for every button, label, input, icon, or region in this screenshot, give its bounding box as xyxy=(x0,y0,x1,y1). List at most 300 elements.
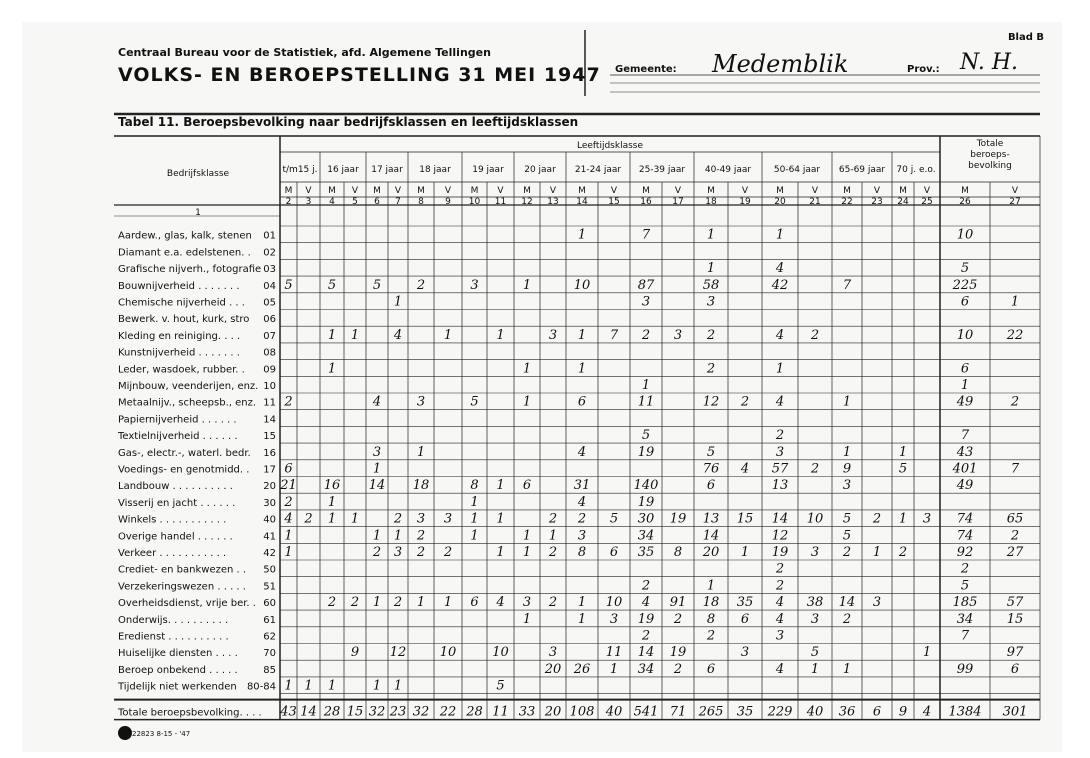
cell-value: 15 xyxy=(736,511,754,527)
cell-value: 9 xyxy=(350,645,360,661)
cell-value: 6 xyxy=(522,478,532,494)
cell-value: 1 xyxy=(372,528,382,544)
total-value: 20 xyxy=(544,704,562,720)
cell-value: 7 xyxy=(641,227,651,243)
column-number: 5 xyxy=(352,197,358,207)
bedrijfsklasse-header: Bedrijfsklasse xyxy=(166,169,230,179)
province-label: Prov.: xyxy=(907,64,940,75)
cell-value: 2 xyxy=(842,611,852,627)
cell-value: 13 xyxy=(771,478,789,494)
cell-value: 2 xyxy=(284,394,293,410)
row-code: 20 xyxy=(263,481,276,493)
column-number: 11 xyxy=(494,197,507,207)
age-group-label: 20 jaar xyxy=(524,165,556,175)
cell-value: 5 xyxy=(470,394,479,410)
gemeente-value: Medemblik xyxy=(712,50,849,78)
total-value: 22 xyxy=(439,704,457,720)
age-group-label: t/m15 j. xyxy=(282,165,318,175)
row-code: 10 xyxy=(263,381,276,392)
cell-value: 34 xyxy=(637,528,655,544)
cell-value: 2 xyxy=(1010,528,1020,544)
cell-value: 4 xyxy=(740,461,750,477)
cell-value: 30 xyxy=(637,511,655,527)
cell-value: 49 xyxy=(956,478,974,494)
row-label: Verzekeringswezen . . . . . xyxy=(118,581,246,593)
cell-value: 1 xyxy=(372,461,382,477)
total-value: 11 xyxy=(492,704,509,720)
column-number: 22 xyxy=(841,197,853,207)
cell-value: 1 xyxy=(350,327,360,343)
row-label: Kleding en reiniging. . . . xyxy=(118,330,241,342)
cell-value: 1 xyxy=(393,294,403,310)
cell-value: 1 xyxy=(522,394,532,410)
total-value: 4 xyxy=(922,704,932,720)
column-number: 6 xyxy=(374,197,380,207)
total-value: 14 xyxy=(300,704,317,720)
column-number: 7 xyxy=(395,197,401,207)
cell-value: 19 xyxy=(771,545,789,560)
row-label: Overige handel . . . . . . xyxy=(118,531,233,543)
row-label: Voedings- en genotmidd. . xyxy=(118,464,250,476)
row-code: 07 xyxy=(263,330,276,342)
cell-value: 10 xyxy=(573,277,591,293)
cell-value: 18 xyxy=(702,595,720,611)
cell-value: 2 xyxy=(372,545,382,560)
mv-label: M xyxy=(707,186,715,196)
cell-value: 4 xyxy=(284,511,293,527)
cell-value: 3 xyxy=(609,611,619,627)
total-value: 9 xyxy=(898,704,908,720)
cell-value: 2 xyxy=(548,595,558,611)
cell-value: 5 xyxy=(810,645,820,661)
column-number: 17 xyxy=(672,197,684,207)
column-number: 4 xyxy=(329,197,335,207)
cell-value: 1 xyxy=(641,378,651,393)
cell-value: 14 xyxy=(368,478,386,494)
row-code: 17 xyxy=(263,464,276,476)
cell-value: 10 xyxy=(956,227,974,243)
cell-value: 97 xyxy=(1006,645,1024,661)
cell-value: 1 xyxy=(393,528,403,544)
cell-value: 12 xyxy=(771,528,789,544)
cell-value: 1 xyxy=(416,444,426,460)
mv-label: M xyxy=(843,186,851,196)
age-group-label: 19 jaar xyxy=(472,165,504,175)
cell-value: 1 xyxy=(706,578,716,594)
row-code: 60 xyxy=(263,598,276,610)
total-value: 541 xyxy=(633,704,659,720)
cell-value: 2 xyxy=(872,511,882,527)
mv-label: V xyxy=(549,186,557,196)
cell-value: 4 xyxy=(393,327,403,343)
row-code: 05 xyxy=(263,297,276,309)
row-label: Metaalnijv., scheepsb., enz. xyxy=(118,397,257,409)
total-value: 23 xyxy=(389,704,407,720)
age-group-label: 18 jaar xyxy=(419,165,451,175)
cell-value: 31 xyxy=(573,478,591,494)
row-code: 85 xyxy=(263,664,276,676)
mv-label: V xyxy=(497,186,504,196)
row-label: Crediet- en bankwezen . . xyxy=(118,564,247,576)
mv-label: M xyxy=(899,186,907,196)
cell-value: 16 xyxy=(323,478,341,494)
column-number: 19 xyxy=(739,197,751,207)
census-title: VOLKS- EN BEROEPSTELLING 31 MEI 1947 xyxy=(118,64,601,86)
cell-value: 6 xyxy=(960,294,970,310)
row-code: 80-84 xyxy=(246,681,276,693)
cell-value: 1 xyxy=(372,678,382,694)
total-value: 43 xyxy=(280,704,297,720)
total-value: 108 xyxy=(569,704,595,720)
cell-value: 65 xyxy=(1006,511,1024,527)
cell-value: 57 xyxy=(771,461,789,477)
cell-value: 3 xyxy=(416,394,426,410)
cell-value: 57 xyxy=(1006,595,1024,611)
cell-value: 4 xyxy=(775,394,785,410)
cell-value: 3 xyxy=(775,628,785,644)
row-label: Visserij en jacht . . . . . . xyxy=(118,497,236,509)
row-label: Gas-, electr.-, waterl. bedr. xyxy=(118,447,251,459)
cell-value: 1 xyxy=(922,645,932,661)
cell-value: 5 xyxy=(327,277,337,293)
cell-value: 3 xyxy=(740,645,750,661)
age-group-label: 25-39 jaar xyxy=(638,165,686,175)
gemeente-label: Gemeente: xyxy=(615,64,677,75)
cell-value: 3 xyxy=(393,545,403,560)
mv-label: M xyxy=(642,186,650,196)
cell-value: 2 xyxy=(706,361,716,377)
cell-value: 19 xyxy=(637,611,655,627)
cell-value: 5 xyxy=(898,461,908,477)
cell-value: 19 xyxy=(669,645,687,661)
mv-label: V xyxy=(674,186,682,196)
mv-label: V xyxy=(610,186,618,196)
cell-value: 4 xyxy=(641,595,651,611)
cell-value: 1 xyxy=(842,444,852,460)
cell-value: 2 xyxy=(641,578,651,594)
total-value: 6 xyxy=(872,704,882,720)
column-number: 2 xyxy=(285,197,292,207)
cell-value: 2 xyxy=(810,461,820,477)
mv-label: V xyxy=(811,186,819,196)
cell-value: 4 xyxy=(496,595,505,611)
cell-value: 2 xyxy=(416,277,426,293)
cell-value: 74 xyxy=(956,528,974,544)
age-group-label: 50-64 jaar xyxy=(773,165,821,175)
cell-value: 2 xyxy=(960,561,970,577)
cell-value: 3 xyxy=(842,478,852,494)
cell-value: 76 xyxy=(702,461,720,477)
cell-value: 3 xyxy=(443,511,453,527)
cell-value: 10 xyxy=(806,511,824,527)
cell-value: 1 xyxy=(470,528,479,544)
cell-value: 35 xyxy=(736,595,754,611)
cell-value: 2 xyxy=(548,511,558,527)
age-group-label: 70 j. e.o. xyxy=(896,165,936,175)
mv-label: V xyxy=(305,186,312,196)
mv-label: M xyxy=(578,186,586,196)
cell-value: 4 xyxy=(372,394,382,410)
cell-value: 2 xyxy=(416,528,426,544)
age-group-label: 17 jaar xyxy=(371,165,403,175)
cell-value: 6 xyxy=(706,661,716,677)
cell-value: 1 xyxy=(775,361,785,377)
mv-label: V xyxy=(444,186,452,196)
cell-value: 92 xyxy=(956,545,974,560)
cell-value: 1 xyxy=(496,545,505,560)
cell-value: 35 xyxy=(637,545,655,560)
totale-header: beroeps- xyxy=(970,150,1010,160)
cell-value: 2 xyxy=(673,661,683,677)
cell-value: 2 xyxy=(393,595,403,611)
cell-value: 185 xyxy=(952,595,978,611)
cell-value: 6 xyxy=(740,611,750,627)
cell-value: 1 xyxy=(470,494,479,510)
mv-label: M xyxy=(470,186,479,196)
cell-value: 1 xyxy=(842,394,852,410)
total-value: 36 xyxy=(838,704,856,720)
cell-value: 3 xyxy=(775,444,785,460)
leeftijdsklasse-header: Leeftijdsklasse xyxy=(576,141,644,151)
cell-value: 11 xyxy=(637,394,655,410)
cell-value: 4 xyxy=(775,611,785,627)
column-number: 14 xyxy=(576,197,588,207)
cell-value: 2 xyxy=(641,327,651,343)
row-code: 06 xyxy=(263,314,276,326)
cell-value: 1 xyxy=(327,327,337,343)
cell-value: 26 xyxy=(573,661,591,677)
cell-value: 2 xyxy=(416,545,426,560)
column-number: 1 xyxy=(195,208,201,218)
cell-value: 6 xyxy=(470,595,479,611)
column-number: 18 xyxy=(705,197,717,207)
cell-value: 1 xyxy=(496,478,505,494)
row-code: 50 xyxy=(263,564,276,576)
row-code: 04 xyxy=(263,280,276,292)
row-label: Leder, wasdoek, rubber. . xyxy=(118,364,245,376)
cell-value: 1 xyxy=(304,678,313,694)
cell-value: 8 xyxy=(470,478,479,494)
column-number: 25 xyxy=(921,197,933,207)
column-number: 20 xyxy=(774,197,786,207)
cell-value: 2 xyxy=(350,595,360,611)
cell-value: 1 xyxy=(522,545,532,560)
cell-value: 1 xyxy=(416,595,426,611)
mv-label: M xyxy=(523,186,531,196)
column-number: 16 xyxy=(640,197,652,207)
cell-value: 6 xyxy=(284,461,293,477)
row-label: Huiselijke diensten . . . . xyxy=(118,648,238,660)
cell-value: 10 xyxy=(605,595,623,611)
cell-value: 2 xyxy=(284,494,293,510)
cell-value: 3 xyxy=(470,277,479,293)
cell-value: 2 xyxy=(641,628,651,644)
mv-label: V xyxy=(741,186,749,196)
total-value: 40 xyxy=(806,704,824,720)
cell-value: 1 xyxy=(372,595,382,611)
cell-value: 4 xyxy=(775,661,785,677)
cell-value: 14 xyxy=(637,645,655,661)
form-code: 22823 8-15 - '47 xyxy=(132,730,191,738)
cell-value: 7 xyxy=(1010,461,1020,477)
row-label: Eredienst . . . . . . . . . . xyxy=(118,631,229,643)
cell-value: 5 xyxy=(372,277,382,293)
cell-value: 19 xyxy=(637,494,655,510)
cell-value: 2 xyxy=(898,545,908,560)
cell-value: 6 xyxy=(1010,661,1020,677)
cell-value: 2 xyxy=(304,511,313,527)
cell-value: 6 xyxy=(577,394,587,410)
cell-value: 1 xyxy=(327,361,337,377)
cell-value: 1 xyxy=(577,595,587,611)
cell-value: 8 xyxy=(577,545,587,560)
cell-value: 1 xyxy=(284,678,293,694)
totals-label: Totale beroepsbevolking. . . . xyxy=(118,707,262,719)
cell-value: 3 xyxy=(706,294,716,310)
cell-value: 1 xyxy=(284,528,293,544)
cell-value: 2 xyxy=(775,578,785,594)
cell-value: 99 xyxy=(956,661,974,677)
total-value: 15 xyxy=(346,704,364,720)
cell-value: 1 xyxy=(706,261,716,277)
cell-value: 1 xyxy=(810,661,820,677)
cell-value: 1 xyxy=(577,227,587,243)
cell-value: 2 xyxy=(577,511,587,527)
cell-value: 10 xyxy=(439,645,457,661)
cell-value: 1 xyxy=(775,227,785,243)
cell-value: 2 xyxy=(673,611,683,627)
cell-value: 3 xyxy=(810,545,820,560)
row-code: 08 xyxy=(263,347,276,359)
cell-value: 6 xyxy=(609,545,619,560)
cell-value: 401 xyxy=(952,461,978,477)
row-label: Diamant e.a. edelstenen. . xyxy=(118,247,251,259)
cell-value: 4 xyxy=(775,261,785,277)
cell-value: 1 xyxy=(577,327,587,343)
cell-value: 91 xyxy=(669,595,687,611)
cell-value: 38 xyxy=(806,595,824,611)
cell-value: 22 xyxy=(1006,327,1024,343)
cell-value: 1 xyxy=(609,661,619,677)
row-label: Mijnbouw, veenderijen, enz. xyxy=(118,381,259,392)
row-label: Bouwnijverheid . . . . . . . xyxy=(118,280,240,292)
cell-value: 5 xyxy=(706,444,716,460)
column-number: 15 xyxy=(608,197,620,207)
cell-value: 1 xyxy=(327,494,337,510)
cell-value: 34 xyxy=(637,661,655,677)
cell-value: 7 xyxy=(960,628,970,644)
sheet-label: Blad B xyxy=(1007,32,1044,43)
row-code: 51 xyxy=(263,581,276,593)
mv-label: V xyxy=(394,186,402,196)
row-label: Chemische nijverheid . . . xyxy=(118,297,245,309)
row-code: 02 xyxy=(263,247,276,259)
column-number: 8 xyxy=(418,197,424,207)
cell-value: 42 xyxy=(771,277,789,293)
row-label: Overheidsdienst, vrije ber. . xyxy=(118,598,256,610)
cell-value: 4 xyxy=(775,595,785,611)
row-label: Verkeer . . . . . . . . . . . xyxy=(118,548,227,559)
cell-value: 6 xyxy=(960,361,970,377)
mv-label: M xyxy=(284,186,293,196)
cell-value: 1 xyxy=(350,511,360,527)
province-value: N. H. xyxy=(960,50,1019,75)
cell-value: 19 xyxy=(637,444,655,460)
cell-value: 7 xyxy=(842,277,852,293)
column-number: 12 xyxy=(521,197,533,207)
cell-value: 1 xyxy=(522,361,532,377)
cell-value: 1 xyxy=(898,511,908,527)
cell-value: 2 xyxy=(548,545,558,560)
cell-value: 1 xyxy=(522,528,532,544)
cell-value: 1 xyxy=(522,277,532,293)
cell-value: 3 xyxy=(872,595,882,611)
cell-value: 87 xyxy=(637,277,655,293)
cell-value: 2 xyxy=(443,545,453,560)
cell-value: 49 xyxy=(956,394,974,410)
cell-value: 5 xyxy=(609,511,619,527)
cell-value: 1 xyxy=(496,511,505,527)
row-code: 03 xyxy=(263,264,276,276)
column-number: 27 xyxy=(1009,197,1021,207)
cell-value: 8 xyxy=(706,611,716,627)
mv-label: V xyxy=(351,186,359,196)
mv-label: M xyxy=(417,186,425,196)
row-label: Bewerk. v. hout, kurk, stro xyxy=(118,314,250,326)
age-group-label: 16 jaar xyxy=(327,165,359,175)
cell-value: 1 xyxy=(327,678,337,694)
column-number: 10 xyxy=(468,197,481,207)
cell-value: 10 xyxy=(956,327,974,343)
cell-value: 1 xyxy=(960,378,970,393)
cell-value: 3 xyxy=(548,645,558,661)
cell-value: 43 xyxy=(956,444,974,460)
cell-value: 225 xyxy=(952,277,978,293)
cell-value: 1 xyxy=(522,611,532,627)
cell-value: 14 xyxy=(838,595,856,611)
cell-value: 5 xyxy=(960,261,970,277)
cell-value: 1 xyxy=(393,678,403,694)
mv-label: M xyxy=(328,186,336,196)
cell-value: 34 xyxy=(956,611,974,627)
row-code: 41 xyxy=(263,531,276,543)
cell-value: 20 xyxy=(544,661,562,677)
cell-value: 74 xyxy=(956,511,974,527)
row-code: 11 xyxy=(263,397,276,409)
row-code: 15 xyxy=(263,431,276,443)
cell-value: 5 xyxy=(284,277,293,293)
cell-value: 7 xyxy=(960,428,970,444)
cell-value: 5 xyxy=(496,678,505,694)
cell-value: 2 xyxy=(393,511,403,527)
cell-value: 18 xyxy=(412,478,430,494)
row-label: Landbouw . . . . . . . . . . xyxy=(118,481,233,493)
cell-value: 2 xyxy=(810,327,820,343)
row-code: 42 xyxy=(263,548,276,559)
row-label: Textielnijverheid . . . . . . xyxy=(118,431,238,443)
cell-value: 14 xyxy=(771,511,789,527)
cell-value: 5 xyxy=(960,578,970,594)
total-value: 1384 xyxy=(948,704,982,720)
total-value: 32 xyxy=(368,704,386,720)
row-label: Winkels . . . . . . . . . . . xyxy=(118,514,227,526)
age-group-label: 40-49 jaar xyxy=(704,165,752,175)
row-code: 09 xyxy=(263,364,276,376)
row-label: Kunstnijverheid . . . . . . . xyxy=(118,347,240,359)
column-number: 9 xyxy=(445,197,451,207)
cell-value: 5 xyxy=(842,528,852,544)
cell-value: 3 xyxy=(673,327,683,343)
